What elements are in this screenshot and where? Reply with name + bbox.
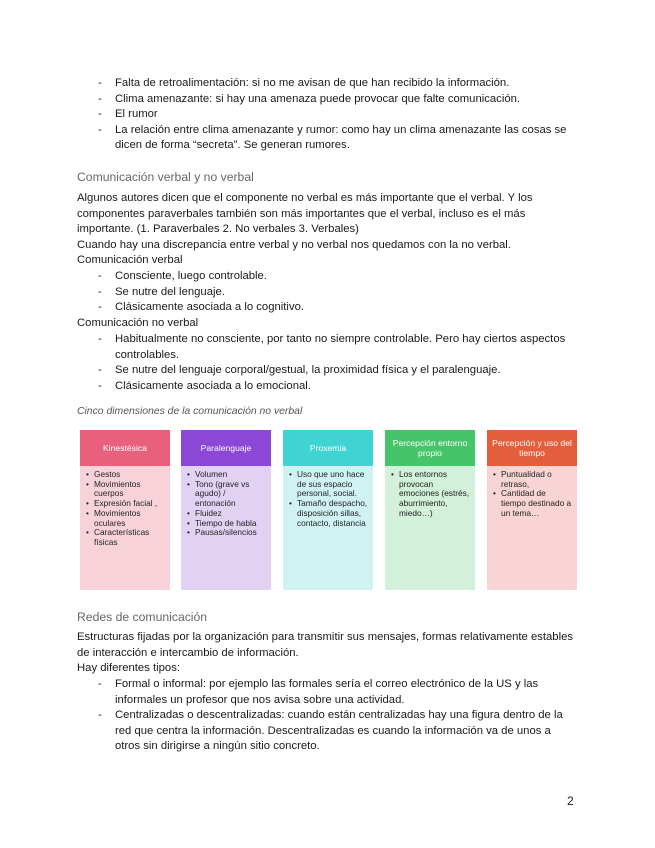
dimension-body [385,466,475,590]
nonverbal-dimensions-diagram [80,430,580,590]
list-item: - El rumor [78,107,578,123]
list-item: - Clásicamente asociada a lo cognitivo. [78,300,578,316]
nonverbal-label: Comunicación no verbal [77,317,199,329]
dimension-column-entorno [385,430,475,590]
list-item: - Centralizadas o descentralizadas: cuando están centralizadas hay una figura dentro de la red que centra la información. Descentralizadas es cuando la información va de unos a otros sin dirigirse a ningún sitio concreto. [78,708,578,755]
dimension-body [283,466,373,590]
paragraph-discrepancy: Cuando hay una discrepancia entre verbal y no verbal nos quedamos con la no verbal. [77,239,511,251]
list-item: - Falta de retroalimentación: si no me avisan de que han recibido la información. [78,76,578,92]
dimension-item: • Volumen [186,470,266,480]
paragraph-redes-intro: Estructuras fijadas por la organización para transmitir sus mensajes, formas relativamente estables de interacción e intercambio de información. [77,631,574,659]
nonverbal-list [78,332,578,394]
list-item: - La relación entre clima amenazante y rumor: como hay un clima amenazante las cosas se dicen de forma “secreta”. Se generan rumores. [78,123,578,154]
list-item: - Habitualmente no consciente, por tanto no siempre controlable. Pero hay ciertos aspectos controlables. [78,332,578,363]
dimension-item: • Tiempo de habla [186,519,266,529]
top-bullet-list [78,76,578,154]
dimension-body [487,466,577,590]
list-item: - Clásicamente asociada a lo emocional. [78,379,578,395]
dimension-column-proxemia [283,430,373,590]
dimension-item: • Gestos [85,470,165,480]
redes-list [78,677,578,755]
dimension-column-paralenguaje [181,430,271,590]
list-item: - Se nutre del lenguaje corporal/gestual, la proximidad física y el paralenguaje. [78,363,578,379]
section-heading-redes: Redes de comunicación [77,610,208,624]
dimension-item: • Movimientos cuerpos [85,480,165,499]
list-item: - Se nutre del lenguaje. [78,285,578,301]
dimension-header: Paralenguaje [181,430,271,466]
list-item: - Formal o informal: por ejemplo las formales sería el correo electrónico de la US y las informales un profesor que nos avisa sobre una actividad. [78,677,578,708]
dimension-item: • Pausas/silencios [186,528,266,538]
dimension-header: Proxemia [283,430,373,466]
dimension-item: • Fluidez [186,509,266,519]
paragraph-intro: Algunos autores dicen que el componente no verbal es más importante que el verbal. Y los componentes paraverbales también son más importantes que el verbal, incluso es el más importante. (1. Paraverbales 2. No verbales 3. Verbales) [77,192,533,236]
dimension-item: • Uso que uno hace de sus espacio personal, social. [288,470,368,499]
verbal-list [78,269,578,316]
dimension-header: Percepción entorno propio [385,430,475,466]
dimension-item: • Movimientos oculares [85,509,165,528]
dimension-body [181,466,271,590]
dimension-item: • Cantidad de tiempo destinado a un tema… [492,489,572,518]
dimension-item: • Características físicas [85,528,165,547]
diagram-caption: Cinco dimensiones de la comunicación no verbal [77,406,303,417]
dimension-item: • Los entornos provocan emociones (estrés, aburrimiento, miedo…) [390,470,470,519]
section-heading-verbal: Comunicación verbal y no verbal [77,170,254,184]
dimension-item: • Tamaño despacho, disposición sillas, contacto, distancia [288,499,368,528]
list-item: - Consciente, luego controlable. [78,269,578,285]
dimension-body [80,466,170,590]
dimension-column-tiempo [487,430,577,590]
dimension-item: • Puntualidad o retraso, [492,470,572,489]
dimension-header: Kinestésica [80,430,170,466]
page-number: 2 [567,794,574,808]
dimension-header: Percepción y uso del tiempo [487,430,577,466]
dimension-item: • Expresión facial , [85,499,165,509]
types-label: Hay diferentes tipos: [77,662,180,674]
verbal-label: Comunicación verbal [77,254,183,266]
dimension-item: • Tono (grave vs agudo) / entonación [186,480,266,509]
list-item: - Clima amenazante: si hay una amenaza puede provocar que falte comunicación. [78,92,578,108]
dimension-column-kinestesica [80,430,170,590]
